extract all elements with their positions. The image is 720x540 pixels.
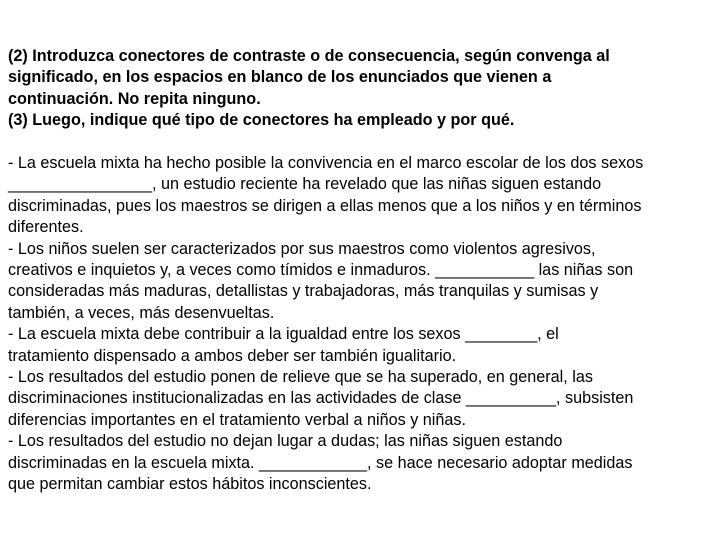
exercise-line: - Los niños suelen ser caracterizados por sus maestros como violentos agresivos, [8,239,596,258]
exercise-line: - Los resultados del estudio no dejan lugar a dudas; las niñas siguen estando [8,432,563,451]
instructions-block [8,46,716,132]
paragraph-gap [8,132,716,153]
exercise-line: - La escuela mixta debe contribuir a la igualdad entre los sexos ________, el [8,325,559,344]
exercise-line: discriminadas en la escuela mixta. ____________, se hace necesario adoptar medidas [8,453,633,472]
instruction-line: (3) Luego, indique qué tipo de conectores ha empleado y por qué. [8,111,515,130]
exercise-line: tratamiento dispensado a ambos deber ser también igualitario. [8,346,457,365]
instruction-line: (2) Introduzca conectores de contraste o de consecuencia, según convenga al [8,47,610,65]
exercise-line: diferencias importantes en el tratamiento verbal a niños y niñas. [8,410,466,429]
exercise-line: creativos e inquietos y, a veces como tímidos e inmaduros. ___________ las niñas son [8,261,634,280]
exercise-line: que permitan cambiar estos hábitos inconscientes. [8,475,372,494]
instruction-line: significado, en los espacios en blanco de los enunciados que vienen a [8,68,552,87]
instruction-line: continuación. No repita ninguno. [8,89,261,108]
exercise-line: también, a veces, más desenvueltas. [8,303,275,322]
exercise-line: - Los resultados del estudio ponen de relieve que se ha superado, en general, las [8,368,593,387]
exercise-line: - La escuela mixta ha hecho posible la convivencia en el marco escolar de los dos sexos [8,154,644,173]
exercise-line: consideradas más maduras, detallistas y trabajadoras, más tranquilas y sumisas y [8,282,599,301]
exercise-line: discriminadas, pues los maestros se dirigen a ellas menos que a los niños y en términos [8,196,642,215]
exercise-line: discriminaciones institucionalizadas en las actividades de clase __________, subsisten [8,389,634,408]
exercise-document [8,46,716,496]
exercise-line: diferentes. [8,218,84,237]
exercises-block [8,153,716,496]
exercise-line: ________________, un estudio reciente ha revelado que las niñas siguen estando [8,175,602,194]
